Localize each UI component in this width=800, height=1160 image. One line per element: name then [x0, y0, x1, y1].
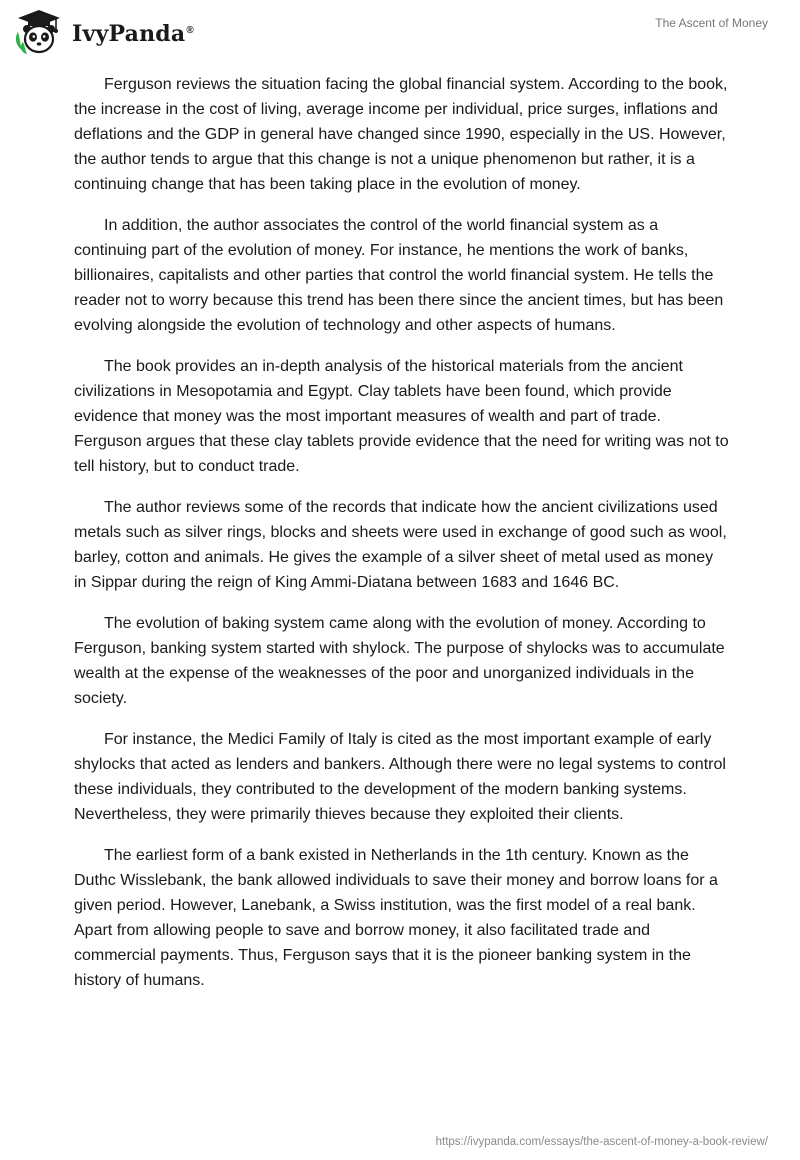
panda-graduate-icon [14, 8, 64, 56]
paragraph: The earliest form of a bank existed in Netherlands in the 1th century. Known as the Duthc Wisslebank, the bank allowed individuals to save their money and borrow loans for a given period. However, Lanebank, a Swiss institution, was the first model of a real bank. Apart from allowing people to save and borrow money, it also facilitated trade and commercial payments. Thus, Ferguson says that it is the pioneer banking system in the history of humans. [74, 847, 718, 989]
paragraph: The author reviews some of the records that indicate how the ancient civilizations used metals such as silver rings, blocks and sheets were used in exchange of good such as wool, barley, cotton and animals. He gives the example of a silver sheet of metal used as money in Sippar during the reign of King Ammi-Diatana between 1683 and 1646 BC. [74, 499, 727, 591]
paragraph: For instance, the Medici Family of Italy is cited as the most important example of early shylocks that acted as lenders and bankers. Although there were no legal systems to control these individuals, they contributed to the development of the modern banking systems. Nevertheless, they were primarily thieves because they exploited their clients. [74, 731, 726, 823]
paragraph: In addition, the author associates the control of the world financial system as a continuing part of the evolution of money. For instance, he mentions the work of banks, billionaires, capitalists and other parties that control the world financial system. He tells the reader not to worry because this trend has been there since the ancient times, but has been evolving alongside the evolution of technology and other aspects of humans. [74, 217, 724, 334]
document-title: The Ascent of Money [655, 16, 768, 30]
page-header [0, 0, 800, 62]
brand-logo[interactable] [14, 8, 194, 56]
paragraph: The book provides an in-depth analysis of the historical materials from the ancient civilizations in Mesopotamia and Egypt. Clay tablets have been found, which provide evidence that money was the most important measures of wealth and part of trade. Ferguson argues that these clay tablets provide evidence that the need for writing was not to tell history, but to conduct trade. [74, 358, 729, 475]
paragraph: The evolution of baking system came along with the evolution of money. According to Ferguson, banking system started with shylock. The purpose of shylocks was to accumulate wealth at the expense of the weaknesses of the poor and unorganized individuals in the society. [74, 615, 725, 707]
paragraph: Ferguson reviews the situation facing the global financial system. According to the book, the increase in the cost of living, average income per individual, price surges, inflations and deflations and the GDP in general have changed since 1990, especially in the US. However, the author tends to argue that this change is not a unique phenomenon but rather, it is a continuing change that has been taking place in the evolution of money. [74, 76, 728, 193]
registered-mark: ® [186, 24, 194, 36]
source-url-link[interactable]: https://ivypanda.com/essays/the-ascent-of-money-a-book-review/ [435, 1136, 768, 1148]
brand-name: IvyPanda® [72, 21, 194, 47]
essay-body [74, 72, 730, 1009]
